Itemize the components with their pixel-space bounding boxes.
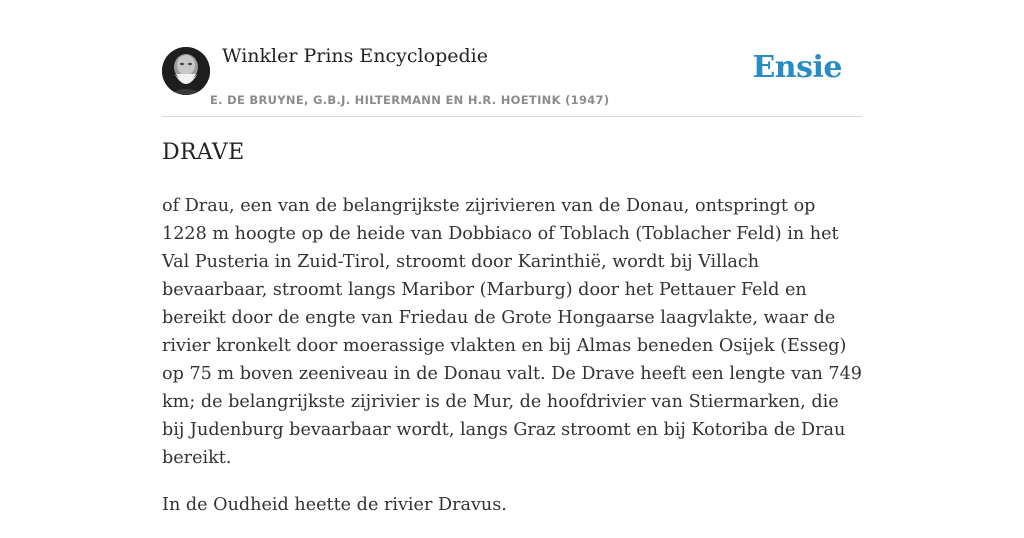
page-header (162, 0, 862, 117)
entry-paragraph: In de Oudheid heette de rivier Dravus. (162, 495, 507, 515)
author-byline: E. DE BRUYNE, G.B.J. HILTERMANN EN H.R. HOETINK (1947) (210, 93, 610, 107)
author-avatar[interactable] (162, 47, 210, 95)
entry-title: DRAVE (162, 140, 245, 165)
entry-body (162, 192, 864, 538)
page-container (162, 0, 862, 515)
site-title-link[interactable]: Winkler Prins Encyclopedie (222, 45, 488, 67)
author-portrait-image (162, 47, 210, 95)
entry-paragraph: of Drau, een van de belangrijkste zijrivieren van de Donau, ontspringt op 1228 m hoogte op de heide van Dobbiaco of Toblach (Toblacher Feld) in het Val Pusteria in Zuid-Tirol, stroomt door Karinthië, wordt bij Villach bevaarbaar, stroomt langs Maribor (Marburg) door het Pettauer Feld en bereikt door de engte van Friedau de Grote Hongaarse laagvlakte, waar de rivier kronkelt door moerassige vlakten en bij Almas beneden Osijek (Esseg) op 75 m boven zeeniveau in de Donau valt. De Drave heeft een lengte van 749 km; de belangrijkste zijrivier is de Mur, de hoofdrivier van Stiermarken, die bij Judenburg bevaarbaar wordt, langs Graz stroomt en bij Kotoriba de Drau bereikt. (162, 196, 862, 468)
brand-logo-link[interactable]: Ensie (752, 50, 842, 85)
